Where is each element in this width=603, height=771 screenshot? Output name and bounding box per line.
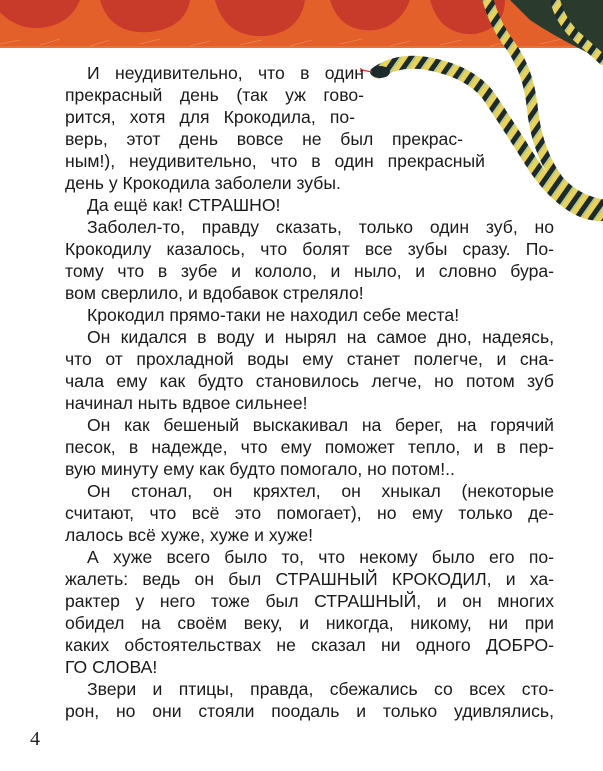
text-line: Он стонал, он кряхтел, он хныкал (некоторые	[87, 481, 554, 501]
page-number: 4	[30, 728, 40, 750]
text-line: обидел на своём веку, и никогда, никому, ни при	[65, 613, 554, 633]
text-line: начинал ныть вдвое сильнее!	[65, 393, 308, 413]
text-line: лалось всё хуже, хуже и хуже!	[65, 525, 314, 545]
text-line: рактер у него тоже был СТРАШНЫЙ, и он многих	[65, 591, 554, 611]
text-line: тому что в зубе и кололо, и ныло, и словно бура-	[65, 261, 554, 281]
text-line: И неудивительно, что в один	[87, 63, 364, 83]
text-line: Да ещё как! СТРАШНО!	[87, 195, 281, 215]
text-line: прекрасный день (так уж гово-	[65, 85, 364, 105]
text-line: песок, в надежде, что ему поможет тепло, и в пер-	[65, 437, 554, 457]
text-line: рон, но они стояли поодаль и только удивлялись,	[65, 701, 554, 721]
text-line: что от прохладной воды ему станет полегче, и сна-	[65, 349, 554, 369]
text-line: Крокодилу казалось, что болят все зубы сразу. По-	[65, 239, 554, 259]
text-line: день у Крокодила заболели зубы.	[65, 173, 341, 193]
text-line: вую минуту ему как будто помогало, но потом!..	[65, 459, 455, 479]
text-line: Он как бешеный выскакивал на берег, на горячий	[87, 415, 554, 435]
text-line: жалеть: ведь он был СТРАШНЫЙ КРОКОДИЛ, и ха-	[65, 569, 554, 589]
text-line: каких обстоятельствах не сказал ни одного ДОБРО-	[65, 635, 554, 655]
text-line: ным!), неудивительно, что в один прекрасный	[65, 151, 485, 171]
text-line: ГО СЛОВА!	[65, 657, 158, 677]
text-line: вом сверлило, и вдобавок стреляло!	[65, 283, 364, 303]
text-line: рится, хотя для Крокодила, по-	[65, 107, 355, 127]
text-line: Заболел-то, правду сказать, только один зуб, но	[87, 217, 554, 237]
text-line: Он кидался в воду и нырял на самое дно, надеясь,	[87, 327, 554, 347]
text-line: чала ему как будто становилось легче, но потом зуб	[65, 371, 554, 391]
text-line: Крокодил прямо-таки не находил себе места!	[87, 305, 460, 325]
text-line: верь, этот день вовсе не был прекрас-	[65, 129, 463, 149]
text-line: А хуже всего было то, что некому было его по-	[87, 547, 554, 567]
text-line: считают, что всё это помогает), но ему только де-	[65, 503, 554, 523]
snake-illustration	[360, 0, 603, 230]
text-line: Звери и птицы, правда, сбежались со всех сто-	[87, 679, 554, 699]
